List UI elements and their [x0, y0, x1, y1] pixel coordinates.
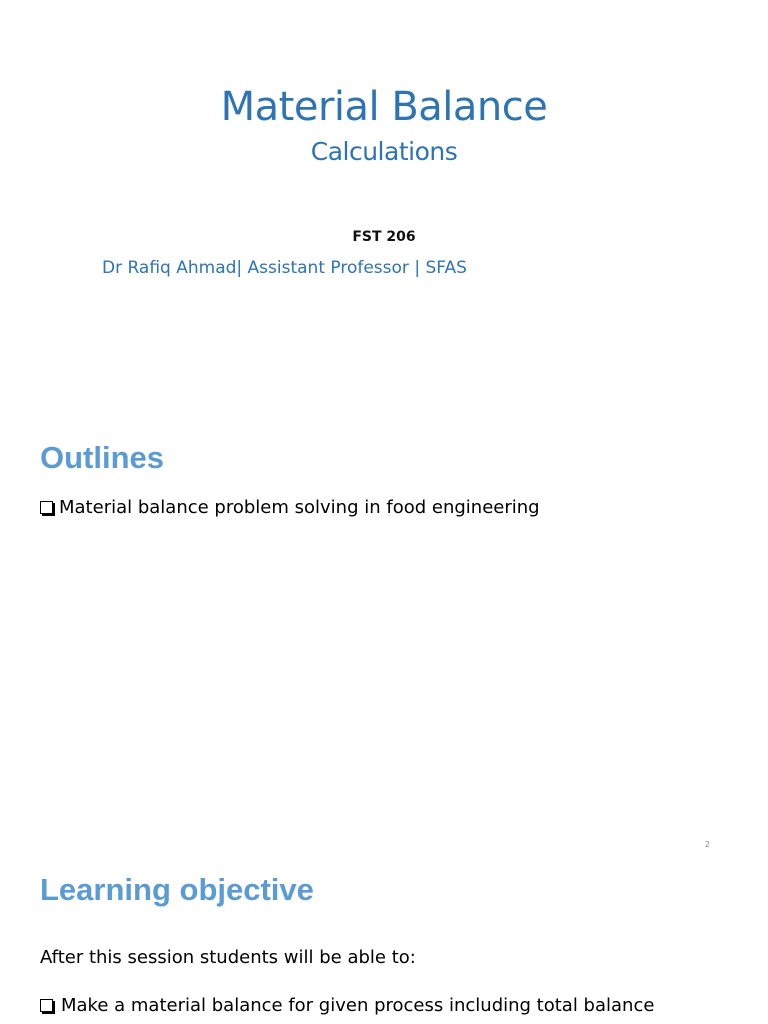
slide-title: Material Balance [220, 84, 548, 130]
objective-bullet [40, 995, 654, 1016]
slide-subtitle: Calculations [310, 137, 458, 166]
objective-bullet-text: Make a material balance for given process including total balance [61, 995, 655, 1016]
objective-intro: After this session students will be able to: [40, 947, 416, 968]
outlines-heading: Outlines [40, 440, 165, 475]
checkbox-bullet-icon [40, 999, 53, 1012]
outlines-slide [0, 400, 768, 860]
course-code: FST 206 [352, 229, 416, 245]
learning-objective-heading: Learning objective [40, 872, 314, 907]
author-line: Dr Rafiq Ahmad| Assistant Professor | SFAS [102, 258, 467, 278]
checkbox-bullet-icon [40, 501, 53, 514]
learning-objective-slide [0, 860, 768, 1024]
page-number: 2 [704, 840, 710, 849]
outline-bullet [40, 497, 540, 518]
outline-bullet-text: Material balance problem solving in food engineering [59, 497, 540, 518]
title-slide [0, 0, 768, 400]
